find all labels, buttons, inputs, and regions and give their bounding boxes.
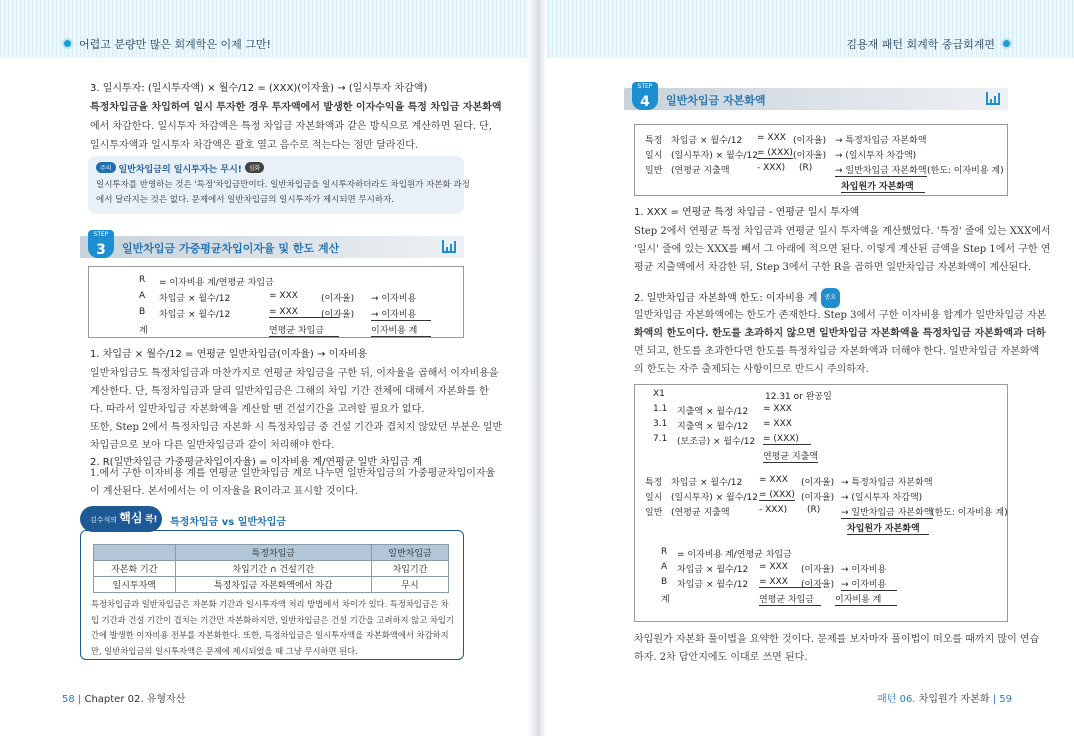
text-line: 다. 따라서 일반차입금 자본화액을 계산할 땐 건설기간을 고려할 필요가 없다. [90,404,425,415]
text-line: Step 2에서 연평균 특정 차입금과 연평균 일시 투자액을 계산했었다. '특정' 줄에 있는 XXX에서 [634,226,1051,237]
text-line: 특정차입금과 일반차입금은 자본화 기간과 일시투자액 처리 방법에서 차이가 있다. 특정차입금은 차 [91,599,449,609]
cell: = XXX [763,404,792,414]
text-line: 일반차입금 자본화액에는 한도가 존재한다. Step 3에서 구한 이자비용 합계가 일반차입금 자본 [634,310,1047,321]
cell: = XXX [759,562,788,572]
text-line: 간에 발생한 이자비용 전부를 자본화한다. 또한, 특정차입금은 일시투자액을 자본화액에서 차감하지 [91,630,449,640]
note-line: 에서 달라지는 것은 없다. 문제에서 일반차입금의 일시투자가 제시되면 무시하자. [96,195,394,205]
rate-calc-table [88,266,464,338]
subheading: 1. 차입금 × 월수/12 = 연평균 일반차입금(이자율) → 이자비용 [90,349,368,360]
cell: R [139,275,146,285]
important-tag: 중요 [821,288,841,308]
text-line: 일반차입금도 특정차입금과 마찬가지로 연평균 차입금을 구한 뒤, 이자율을 곱해서 이자비용을 [90,368,499,379]
text-line: 이 계산된다. 본서에서는 이 이자율을 R이라고 표시할 것이다. [90,486,358,497]
cell: → 이자비용 [841,565,887,575]
text-line: 만, 일반차입금의 일시투자액은 문제에 제시되었을 때 그냥 무시하면 된다. [91,645,358,656]
cell: → (일시투자 차감액) [841,493,923,503]
text-line: 계산한다. 단, 특정차입금과 달리 일반차입금은 그해의 차입 기간 전체에 대해서 자본화를 한 [90,386,489,397]
cell: 연평균 차입금 [759,592,821,606]
cell: → (일시투자 차감액) [835,151,917,161]
cell: 차입금 × 월수/12 [671,136,743,146]
cell: 일시 [645,151,663,161]
left-header: 어렵고 분량만 많은 회계학은 이제 그만! [62,36,271,52]
cell: A [139,291,146,301]
text-line: 차입원가 자본화 풀이법을 요약한 것이다. 문제를 보자마자 풀이법이 떠오를 때까지 많이 연습 [634,634,1040,645]
cell: 차입금 × 월수/12 [159,310,231,320]
left-footer: 58 | Chapter 02. 유형자산 [62,694,186,705]
subheading: 1. XXX = 연평균 특정 차입금 - 연평균 일시 투자액 [634,207,860,218]
caution-note [88,156,470,214]
cell: = XXX [269,307,339,318]
step-4-title: 일반차입금 자본화액 [666,94,766,107]
right-footer: 패턴 06. 차입원가 자본화 | 59 [877,694,1012,705]
cell: → 특정차입금 자본화액 [835,136,927,146]
subheading: 2. 일반차입금 자본화액 한도: 이자비용 계 중요 [634,288,840,308]
cell: - XXX) [757,163,786,173]
text-line: 하자. 2차 답안지에도 이대로 쓰면 된다. [634,652,808,663]
cell: A [661,562,668,572]
text-line: 1.에서 구한 이자비용 계를 연평균 일반차입금 계로 나누면 일반차입금의 가중평균차입이자율 [90,468,496,479]
cell: (이자율) [321,294,355,304]
cell: 지출액 × 월수/12 [677,407,749,417]
step-badge: STEP 3 [88,230,114,258]
cell: 일시 [645,493,663,503]
cell: → 이자비용 [371,307,431,321]
text-line: 평균 지출액에서 차감한 뒤, Step 3에서 구한 R을 곱하면 일반차입금 자본화액이 계산된다. [634,262,1032,273]
cell: (이자율) [801,580,835,590]
note-line: 일시투자를 반영하는 것은 '특정'차입금만이다. 일반차입금을 일시투자하더라도 차입원가 자본화 과정 [96,180,470,190]
text-line: 면 되고, 한도를 초과한다면 한도를 특정차입금 자본화액과 더해야 한다. 일반차입금 자본화액 [634,346,1040,357]
cell: 연평균 지출액 [763,449,818,463]
core-point-box [80,530,464,660]
step-4-banner [624,83,1008,110]
cell: = 이자비용 계/연평균 차입금 [159,278,274,288]
core-point-banner [80,506,287,532]
cell: (이자율) [801,565,835,575]
note-title: 일반차입금의 일시투자는 무시! [118,165,242,175]
left-page [0,0,530,736]
comparison-table [93,544,449,593]
chart-icon [442,240,456,253]
cell: 차입금 × 월수/12 [677,580,749,590]
cell: 계 [661,595,670,605]
cell: (한도: 이자비용 계) [931,508,1008,518]
core-title: 특정차입금 vs 일반차입금 [170,517,287,528]
cell: (연평균 지출액 [671,508,730,518]
cell: 연평균 차입금 [269,323,339,337]
cell: 일반 [645,508,663,518]
core-badge: 김수석의 핵심 콕! [80,506,162,532]
cell: 특정 [645,478,663,488]
cell: 12.31 or 완공일 [765,392,832,402]
capitalization-table [634,124,1008,196]
header-cell: 일반차입금 [372,545,449,561]
step-3-banner [80,231,464,258]
text-line: 에서 차감한다. 일시투자 차감액은 특정 차입금 자본화액과 같은 방식으로 계산하면 된다. 단, [90,121,492,132]
text-line: 입 기간과 건설 기간이 겹치는 기간만 자본화하지만, 일반차입금은 건설 기간을 고려하지 않고 차입기 [91,614,454,625]
text-line: 일시투자액과 일시투자 차감액은 괄호 열고 음수로 적는다는 점만 달라진다. [90,140,419,151]
note-tag: 주의 [96,162,116,173]
cell: - XXX) [759,505,788,515]
text-line: 화액의 한도이다. 한도를 초과하지 않으면 일반차입금 자본화액을 특정차입금 자본화액과 더하 [634,328,1046,339]
text-line: 차입금으로 보아 다른 일반차입금과 같이 처리해야 한다. [90,440,335,451]
core-body [91,597,454,659]
cell: → 일반차입금 자본화액 [841,505,933,519]
cell: B [139,307,146,317]
cell: 차입기간 [372,561,449,577]
cell: = XXX [759,475,788,485]
cell: R [661,547,668,557]
cell: 차입금 × 월수/12 [159,294,231,304]
cell: 차입금 × 월수/12 [677,565,749,575]
summary-table [634,384,1008,622]
cell: 차입금 × 월수/12 [671,478,743,488]
note-tag-2: 심화 [245,162,265,173]
text-line: 의 한도는 자주 출제되는 사항이므로 반드시 주의하자. [634,364,869,375]
cell: 일시투자액 [94,577,176,593]
header-cell [94,545,176,561]
cell: (이자율) [793,136,827,146]
cell: → 일반차입금 자본화액 [835,163,927,177]
cell: 특정차입금 자본화액에서 차감 [175,577,371,593]
cell: 특정 [645,136,663,146]
right-header: 김용재 패턴 회계학 중급회계편 [846,36,1012,52]
cell: X1 [653,389,665,399]
note-title-row [96,162,264,175]
text-line: 특정차입금을 차입하여 일시 투자한 경우 투자액에서 발생한 이자수익을 특정 차입금 자본화액 [90,102,502,113]
cell: 차입원가 자본화액 [847,521,929,535]
header-cell: 특정차입금 [175,545,371,561]
cell: 자본화 기간 [94,561,176,577]
cell: 무시 [372,577,449,593]
cell: 차입원가 자본화액 [841,179,925,193]
cell: (한도: 이자비용 계) [927,166,1004,176]
cell: = XXX [757,133,786,143]
subheading: 2. R(일반차입금 가중평균차입이자율) = 이자비용 계/연평균 일반 차입금 계 [90,457,422,468]
cell: B [661,577,668,587]
cell: 지출액 × 월수/12 [677,422,749,432]
cell: → 이자비용 [371,294,417,304]
cell: 계 [139,326,148,336]
cell: (R) [799,163,813,173]
cell: 차입기간 ∩ 건설기간 [175,561,371,577]
cell: → 특정차입금 자본화액 [841,478,933,488]
cell: = (XXX) [763,434,811,445]
text-line: 또한, Step 2에서 특정차입금 자본화 시 특정차입금 중 건설 기간과 겹치지 않았던 부분은 일반 [90,422,503,433]
cell: (이자율) [793,151,827,161]
right-page [544,0,1074,736]
section-3-heading: 3. 일시투자: (일시투자액) × 월수/12 = (XXX)(이자율) → (일시투자 차감액) [90,83,428,94]
cell: = XXX [763,419,792,429]
cell: (이자율) [801,478,835,488]
cell: 일반 [645,166,663,176]
cell: (일시투자) × 월수/12 [671,151,758,161]
cell: (R) [807,505,821,515]
cell: = (XXX) [759,490,795,500]
step-3-title: 일반차입금 가중평균차입이자율 및 한도 계산 [122,242,340,255]
cell: (이자율) [321,310,355,320]
text-line: '일시' 줄에 있는 XXX를 빼서 그 아래에 적으면 된다. 이렇게 계산된 금액을 Step 1에서 구한 연 [634,244,1051,255]
cell: = 이자비용 계/연평균 차입금 [677,550,792,560]
cell: 7.1 [653,434,668,444]
cell: (보조금) × 월수/12 [677,437,756,447]
cell: 3.1 [653,419,668,429]
cell: = (XXX) [757,148,793,158]
cell: → 이자비용 [841,577,897,591]
cell: (이자율) [801,493,835,503]
cell: 1.1 [653,404,668,414]
cell: = XXX [759,577,821,588]
cell: (일시투자) × 월수/12 [671,493,758,503]
chart-icon [986,92,1000,105]
cell: (연평균 지출액 [671,166,730,176]
cell: 이자비용 계 [371,323,431,337]
cell: = XXX [269,291,298,301]
step-badge: STEP 4 [632,82,658,110]
cell: 이자비용 계 [835,592,897,606]
